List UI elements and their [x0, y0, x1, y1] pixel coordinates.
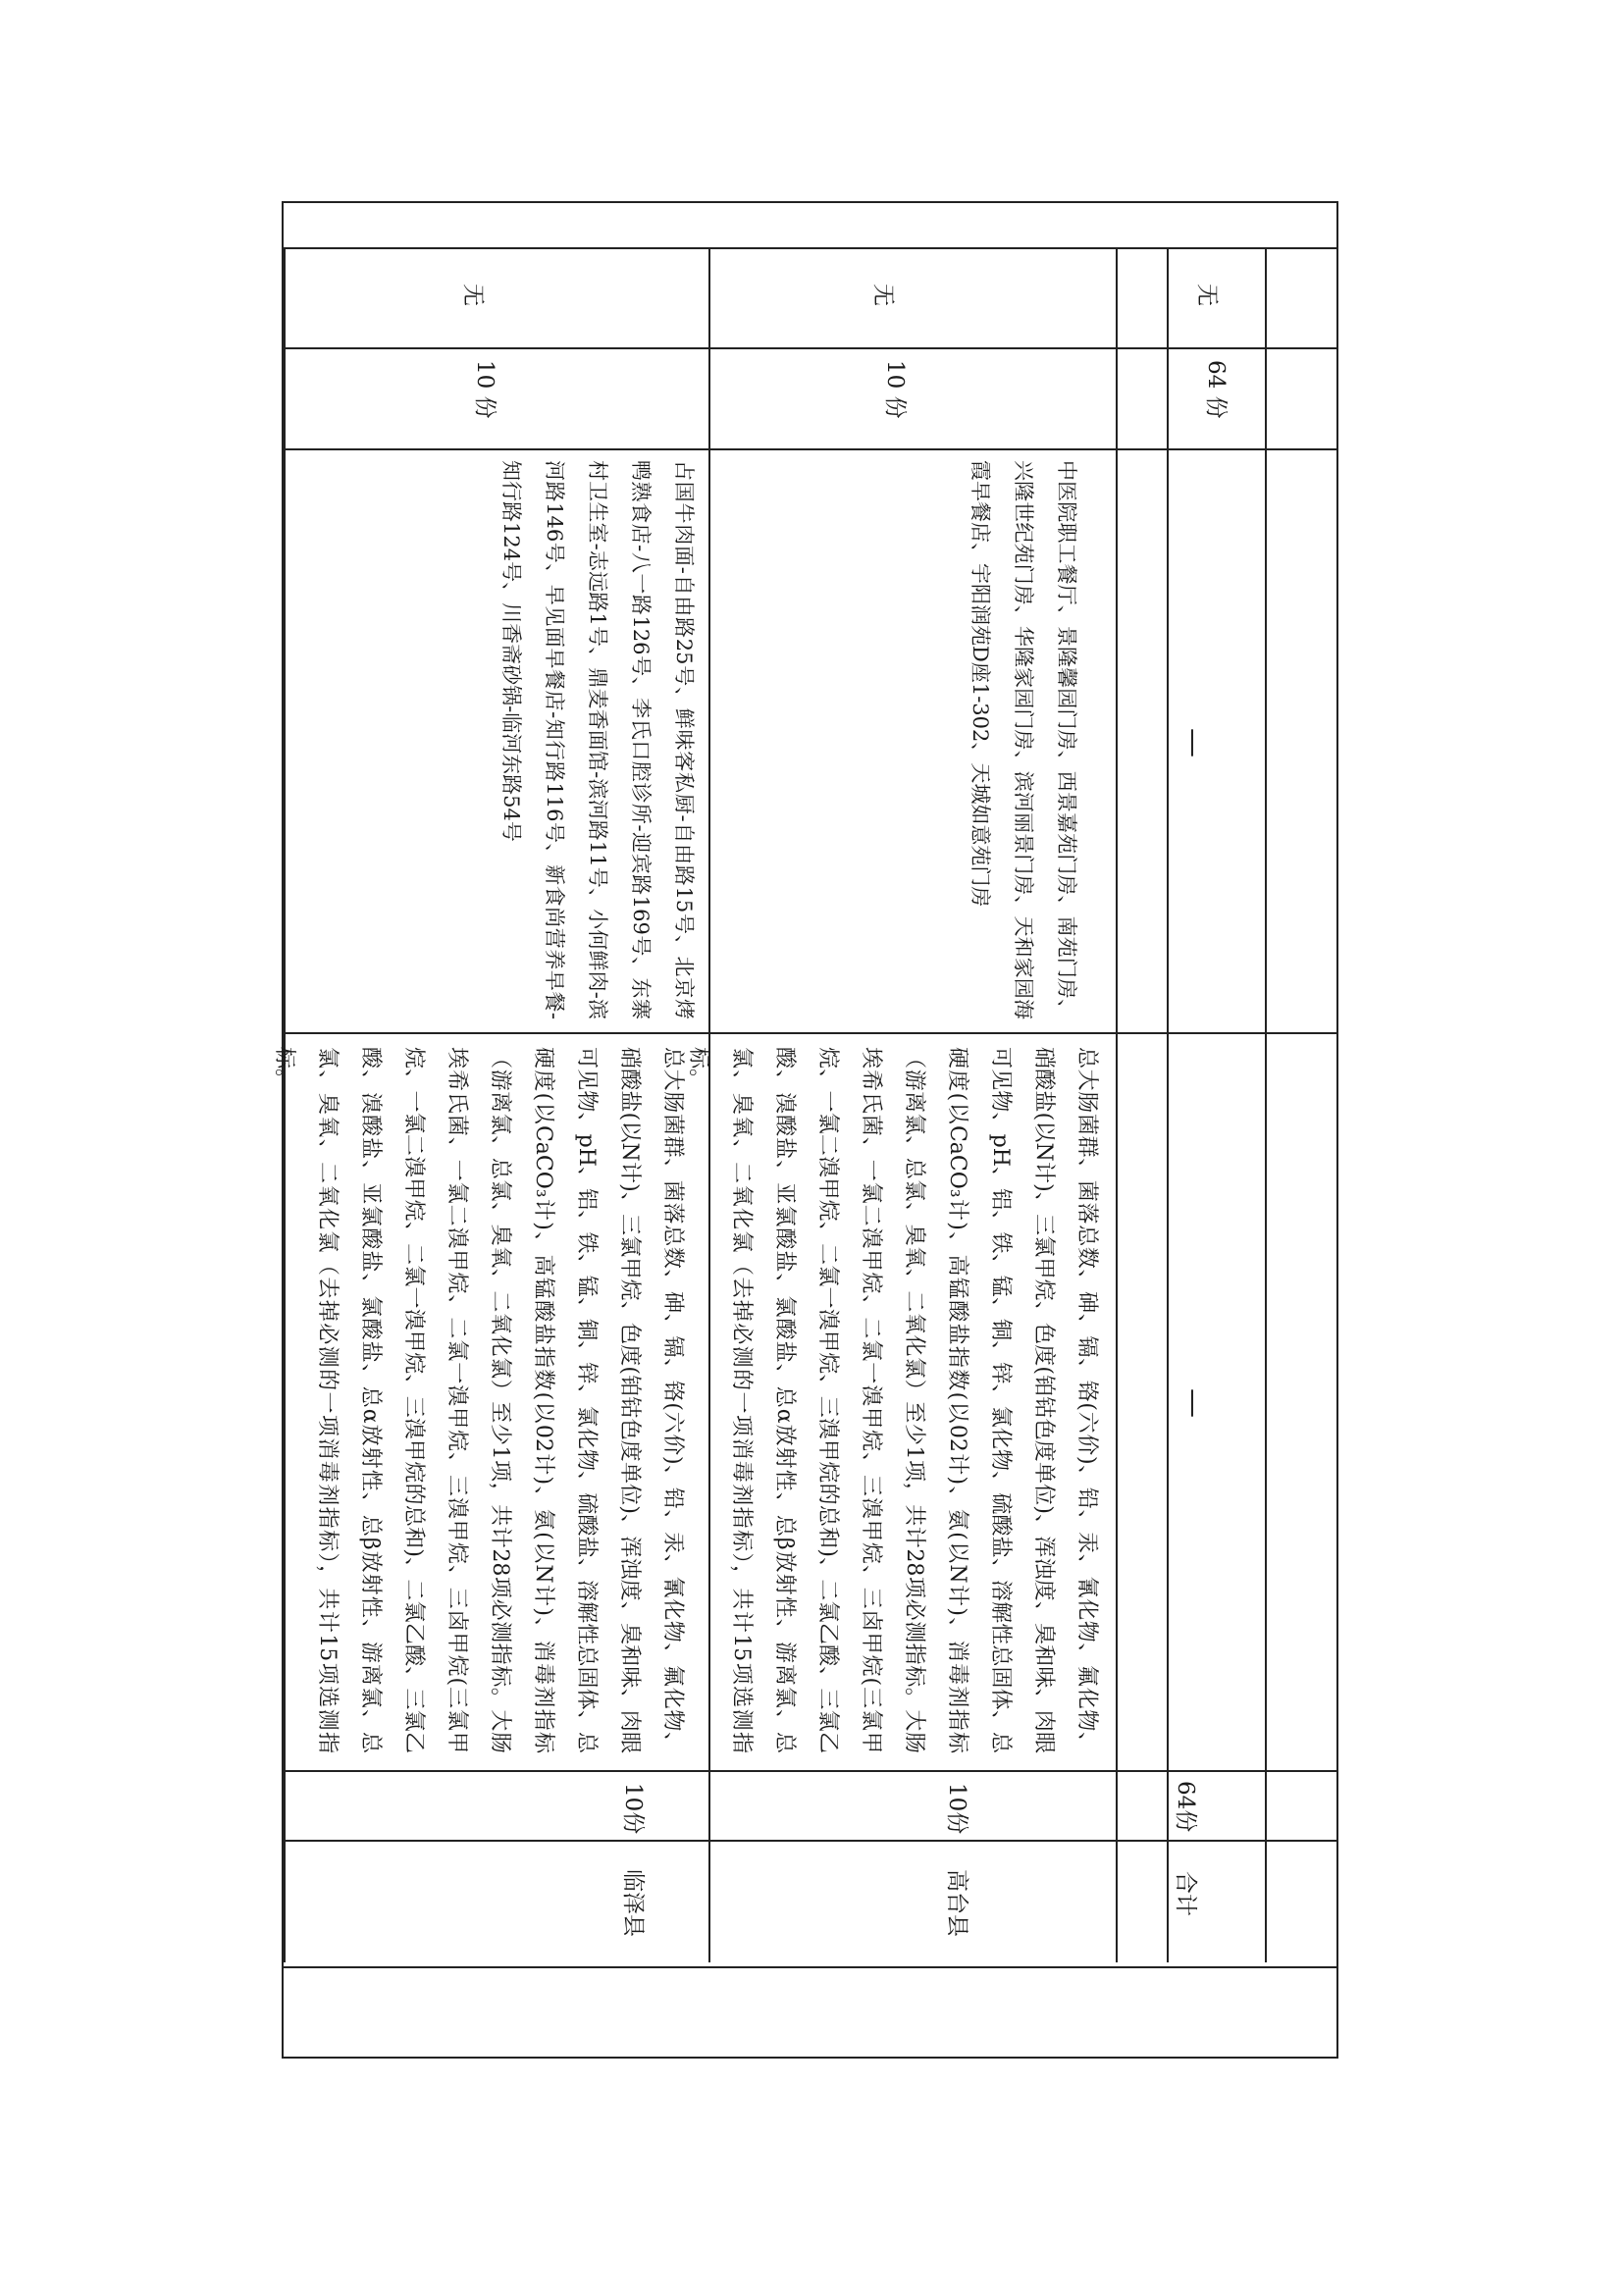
total-count2: [1201, 360, 1230, 429]
region-gaotai: 高台县: [944, 1869, 969, 1937]
count-gaotai: 10份: [944, 1783, 969, 1835]
table-frame: [272, 201, 1338, 2059]
items-linze: 总大肠菌群、菌落总数、砷、镉、铬(六价)、铅、汞、氰化物、氟化物、硝酸盐(以N计)、三氯甲烷、色度(铂钴色度单位)、浑浊度、臭和味、肉眼可见物、pH、铝、铁、锰、铜、锌、氯化物、硫酸盐、溶解性总固体、总硬度(以CaCO₃计)、高锰酸盐指数(以02计)、氨(以N计)、消毒剂指标（游离氯、总氯、臭氧、二氧化氯）至少1项，共计28项必测指标。大肠埃希氏菌、一氯二溴甲烷、二氯一溴甲烷、三溴甲烷、三卤甲烷(三氯甲烷、一氯二溴甲烷、二氯一溴甲烷、三溴甲烷的总和)、二氯乙酸、三氯乙酸、溴酸盐、亚氯酸盐、氯酸盐、总α放射性、总β放射性、游离氯、总氯、臭氧、二氧化氯（去掉必测的一项消毒剂指标），共计15项选测指标。: [272, 1047, 685, 1753]
total-label: 合计: [1173, 1871, 1198, 1916]
count2-gaotai: [878, 360, 912, 429]
note-gaotai: 无: [870, 284, 896, 306]
total-count: 64份: [1173, 1781, 1198, 1833]
count2-linze-unit: 份: [472, 395, 497, 419]
count2-linze: [468, 360, 501, 429]
sites-linze: 占国牛肉面-自由路25号、鲜味客私厨-自由路15号、北京烤鸭熟食店-八一路126号、李氏口腔诊所-迎宾路169号、东寨村卫生室-志远路1号、鼎麦香面馆-滨河路11号、小何鲜肉-滨河路146号、早见面早餐店-知行路116号、新食尚营养早餐-知行路124号、川香斋砂锅-临河东路54号: [499, 460, 696, 1019]
count-linze: 10份: [620, 1783, 646, 1835]
region-linze: 临泽县: [620, 1869, 646, 1937]
total-count2-num: 64: [1203, 360, 1229, 390]
note-linze: 无: [460, 284, 486, 306]
items-gaotai: 总大肠菌群、菌落总数、砷、镉、铬(六价)、铅、汞、氰化物、氟化物、硝酸盐(以N计)、三氯甲烷、色度(铂钴色度单位)、浑浊度、臭和味、肉眼可见物、pH、铝、铁、锰、铜、锌、氯化物、硫酸盐、溶解性总固体、总硬度(以CaCO₃计)、高锰酸盐指数(以02计)、氨(以N计)、消毒剂指标（游离氯、总氯、臭氧、二氧化氯）至少1项，共计28项必测指标。大肠埃希氏菌、一氯二溴甲烷、二氯一溴甲烷、三溴甲烷、三卤甲烷(三氯甲烷、一氯二溴甲烷、二氯一溴甲烷、三溴甲烷的总和)、二氯乙酸、三氯乙酸、溴酸盐、亚氯酸盐、氯酸盐、总α放射性、总β放射性、游离氯、总氯、臭氧、二氧化氯（去掉必测的一项消毒剂指标），共计15项选测指标。: [686, 1047, 1099, 1753]
count2-linze-num: 10: [472, 360, 497, 390]
sites-gaotai: 中医院职工餐厅、景隆馨园门房、西景嘉苑门房、南苑门房、兴隆世纪苑门房、华隆家园门房、滨河丽景门房、天和家园海霞早餐店、宇阳润苑D座1-302、天城如意苑门房: [969, 460, 1078, 1019]
total-count2-unit: 份: [1203, 395, 1229, 419]
count2-gaotai-num: 10: [882, 360, 908, 390]
count2-gaotai-unit: 份: [882, 395, 908, 419]
total-sites: —: [1177, 728, 1211, 757]
total-note: 无: [1194, 284, 1220, 306]
total-items: —: [1177, 1388, 1211, 1418]
